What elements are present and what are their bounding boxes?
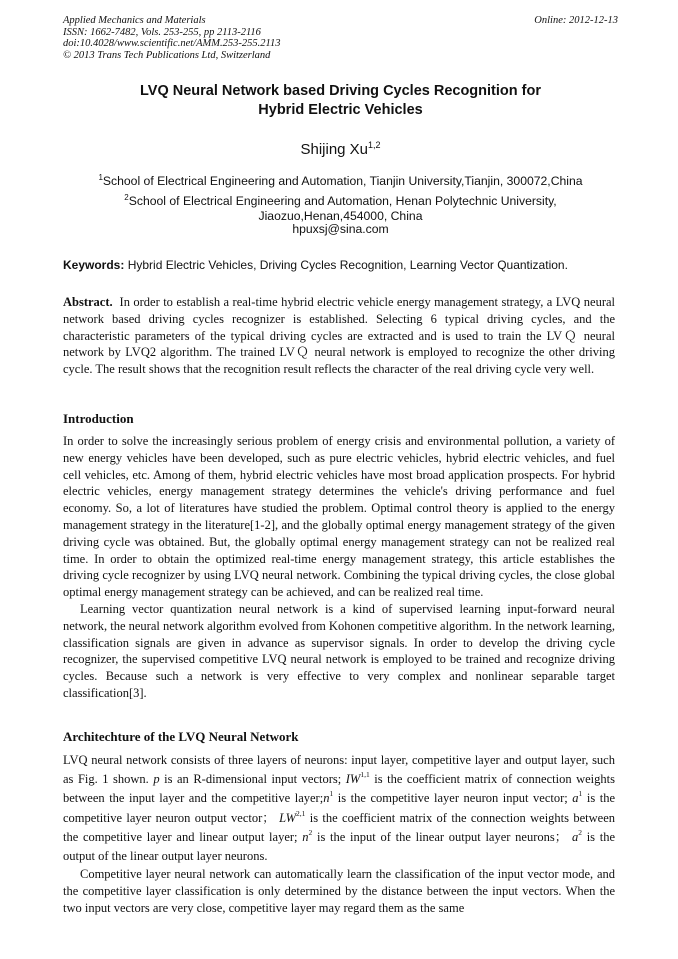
author-affiliation-marks: 1,2 xyxy=(368,140,381,150)
architecture-body xyxy=(63,751,615,917)
keywords xyxy=(63,258,623,272)
author-email: hpuxsj@sina.com xyxy=(292,222,389,236)
issn: ISSN: 1662-7482, Vols. 253-255, pp 2113-2116 xyxy=(63,26,261,38)
author-name: Shijing Xu xyxy=(300,141,369,158)
introduction-heading: Introduction xyxy=(63,411,134,426)
var-a2: a xyxy=(571,829,579,844)
abstract-label: Abstract. xyxy=(63,295,113,309)
copyright: © 2013 Trans Tech Publications Ltd, Switzerland xyxy=(63,49,271,61)
keywords-label: Keywords: xyxy=(63,258,125,272)
architecture-heading: Architechture of the LVQ Neural Network xyxy=(63,729,299,744)
var-IW: IW xyxy=(345,772,361,787)
keywords-text: Hybrid Electric Vehicles, Driving Cycles Recognition, Learning Vector Quantization. xyxy=(127,258,568,272)
affiliation-2: $^2$School of Electrical Engineering and Automation, Henan Polytechnic University, xyxy=(124,192,557,208)
var-p: p xyxy=(153,772,160,787)
introduction-paragraph-2: Learning vector quantization neural network is a kind of supervised learning input-forward neural network, the neural network algorithm evolved from Kohonen competitive algorithm. In the network learning, classification signals are given in advance as supervisor signals. In order to develop the driving cycle recognizer, the supervised competitive LVQ neural network is employed to be trained and recognize driving cycles. Because such a network is very effective to very complex and nonlinear separable target classification[3]. xyxy=(63,601,615,700)
introduction-body xyxy=(63,433,615,702)
architecture-paragraph-2: Competitive layer neural network can automatically learn the classification of the input vector mode, and the competitive layer classification is only determined by the distance between the input vectors. When the two input vectors are very close, competitive layer may regard them as the same xyxy=(63,867,615,915)
var-LW: LW xyxy=(279,810,297,825)
title-line-2: Hybrid Electric Vehicles xyxy=(258,102,423,118)
online-date: Online: 2012-12-13 xyxy=(534,15,618,26)
doi: doi:10.4028/www.scientific.net/AMM.253-255.2113 xyxy=(63,38,281,49)
affiliations xyxy=(63,170,618,225)
var-n2: n xyxy=(302,829,309,844)
paper-title xyxy=(63,82,618,120)
var-a1: a xyxy=(572,791,579,806)
journal-header xyxy=(63,15,618,61)
abstract xyxy=(63,294,615,378)
var-n1: n xyxy=(323,791,330,806)
affiliation-1: $^1$School of Electrical Engineering and Automation, Tianjin University,Tianjin, 300072,China xyxy=(98,173,583,189)
architecture-paragraph-1: LVQ neural network consists of three layers of neurons: input layer, competitive layer and output layer, such as Fig. 1 shown. p is an R-dimensional input vectors; IW$^{1,1}$ is the coefficient matrix of connection weights between the input layer and the competitive $layer;n^1$ is the competitive layer neuron input vector; $a^1$ is the competitive layer neuron output vector； LW$^{2,1}$ is the coefficient matrix of the connection weights between the competitive layer and linear output layer; $n^2$ is the input of the linear output layer neurons； $a^2$ is the output of the linear output layer neurons. xyxy=(63,753,616,864)
journal-name: Applied Mechanics and Materials xyxy=(63,15,206,26)
author xyxy=(63,140,618,158)
abstract-text: In order to establish a real-time hybrid electric vehicle energy management strategy, a LVQ neural network based driving cycles recognizer is established. Selecting 6 typical driving cycles, and the characteristic parameters of the typical driving cycles are extracted and is used to train the LVＱ neural network by LVQ2 algorithm. The trained LVＱ neural network is employed to recognize the other driving cycle. The result shows that the recognition result reflects the character of the real driving cycle very well. xyxy=(63,295,615,377)
introduction-paragraph-1: In order to solve the increasingly serious problem of energy crisis and environmental pollution, a variety of new energy vehicles have been developed, such as pure electric vehicles, hybrid electric vehicles, and fuel cell vehicles, etc. Among of them, hybrid electric vehicles have most broad application prospects. For hybrid electric vehicles, energy management strategy determines the vehicle's driving performance and fuel economy. So, a lot of literatures have studied the problem. Optimal control theory is applied to the energy management strategy in the literature[1-2], and the globally optimal energy management strategy of the given driving cycle was obtained. But, the globally optimal energy management strategy can not be realized real time. In order to obtain the optimized real-time energy management strategy, this article establishes the driving cycle recognizer by using LVQ neural network. Combining the typical driving cycles, the close global optimal energy management strategy can be achieved, and can be realized real time. xyxy=(63,434,615,600)
title-line-1: LVQ Neural Network based Driving Cycles Recognition for xyxy=(140,83,541,99)
affiliation-2-cont: Jiaozuo,Henan,454000, China xyxy=(258,209,423,224)
